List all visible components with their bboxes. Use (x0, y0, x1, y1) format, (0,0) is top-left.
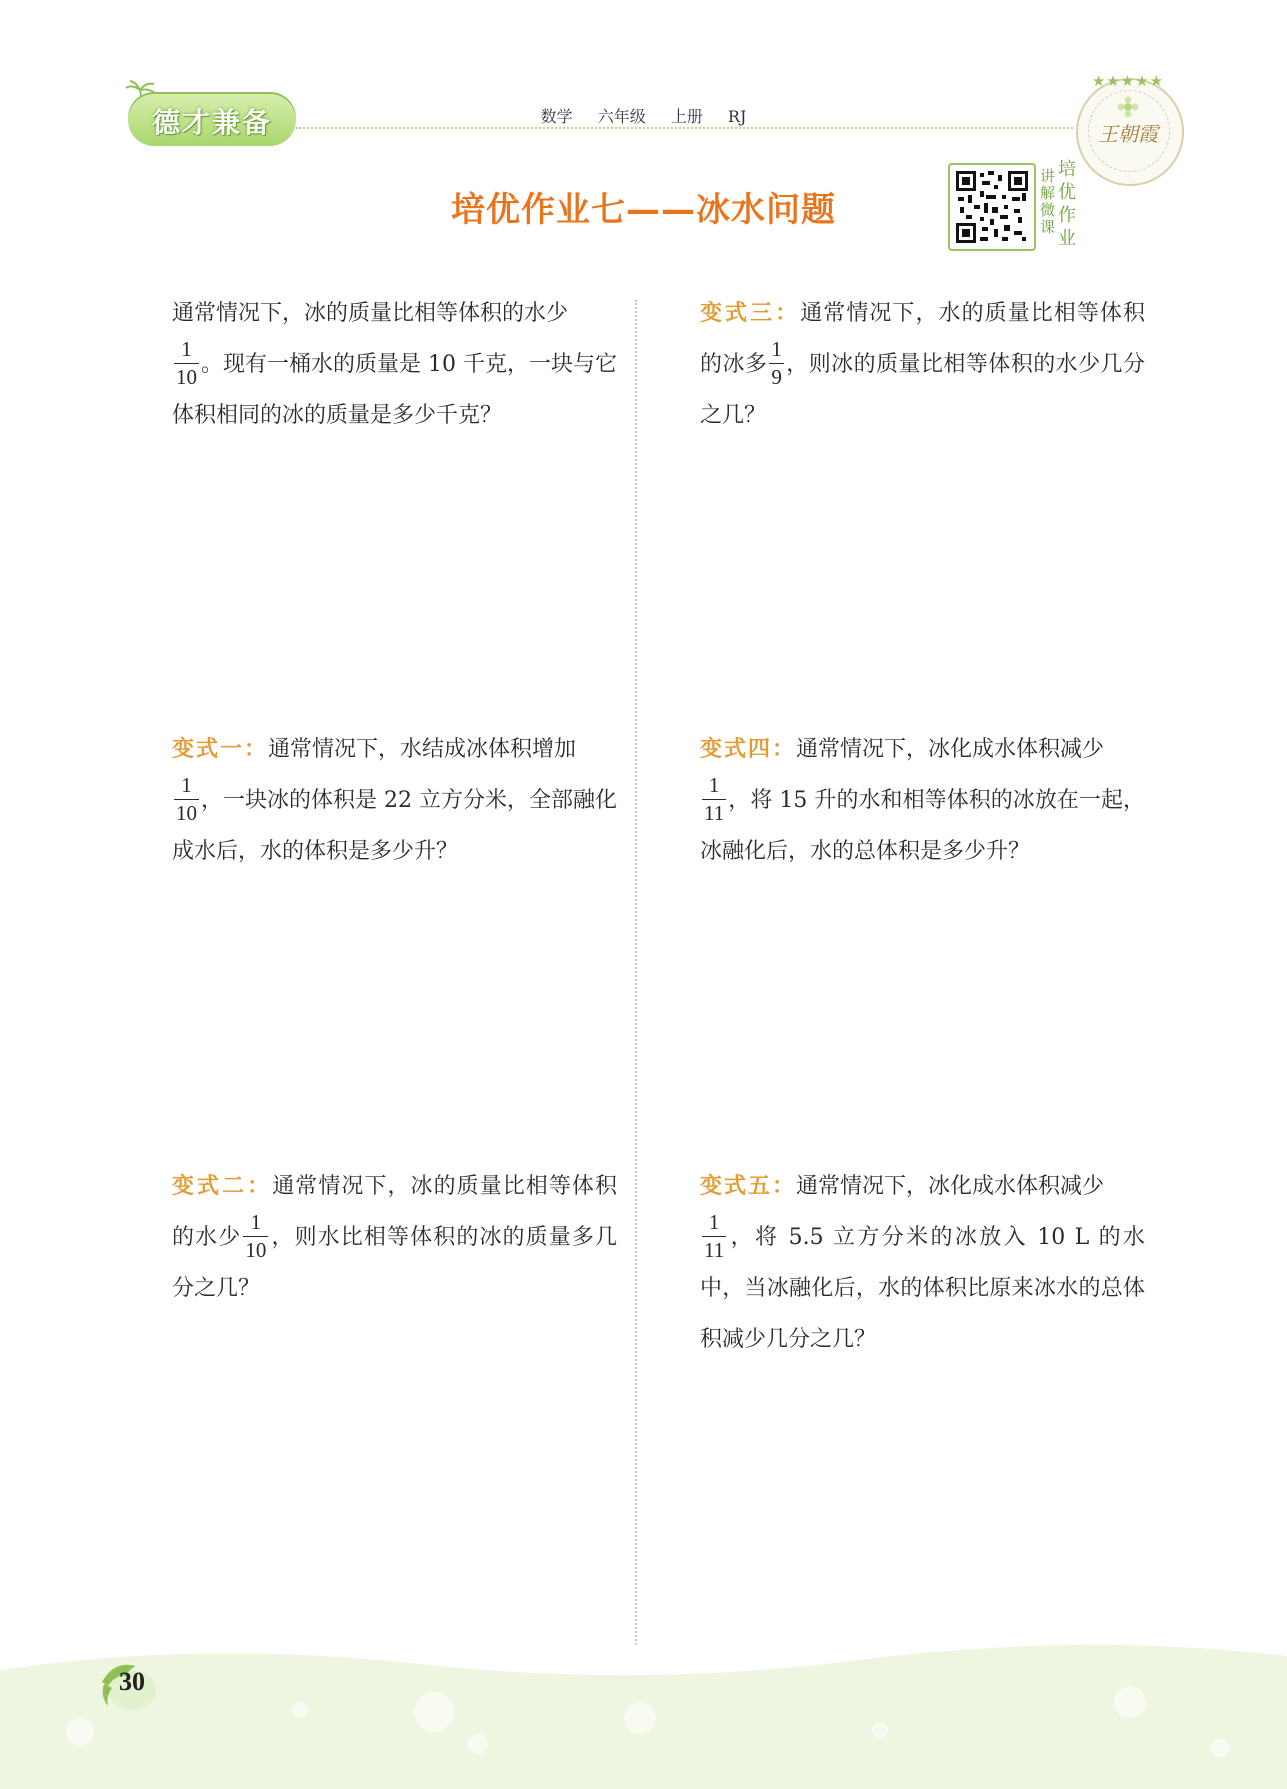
fraction (174, 336, 199, 389)
qr-code[interactable] (948, 163, 1036, 251)
problem-text: ，将 15 升的水和相等体积的冰放在一起，冰融化后，水的总体积是多少升？ (700, 788, 1145, 864)
problem-text: ，一块冰的体积是 22 立方分米，全部融化成水后，水的体积是多少升？ (172, 788, 617, 864)
fraction-numerator: 1 (174, 339, 199, 364)
problem-text: 通常情况下，水结成冰体积增加 (268, 737, 577, 762)
problem-text: 通常情况下，冰的质量比相等体积的水少 (172, 301, 569, 326)
footer-decoration (0, 1640, 1287, 1789)
qr-pattern-icon (956, 171, 1028, 243)
fraction-denominator: 10 (176, 800, 197, 825)
variant-label: 变式一： (172, 737, 269, 762)
fraction-denominator: 11 (704, 800, 725, 825)
problem-main (172, 288, 617, 441)
fraction (769, 336, 784, 389)
problem-text: 通常情况下，冰的质量比相等体积的水少 (172, 1174, 617, 1250)
grade: 六年级 (597, 107, 646, 126)
problem-text: 通常情况下，冰化成水体积减少 (796, 1174, 1105, 1199)
fraction-numerator: 1 (243, 1212, 268, 1237)
fraction-numerator: 1 (702, 1212, 726, 1237)
qr-caption-big: 培优作业 (1058, 159, 1076, 249)
problem-text: ，则冰的质量比相等体积的水少几分之几？ (700, 352, 1145, 428)
fraction-numerator: 1 (174, 775, 199, 800)
fraction-denominator: 11 (704, 1237, 725, 1262)
subject: 数学 (540, 107, 573, 126)
fraction (702, 772, 726, 825)
flower-icon (1117, 96, 1139, 118)
problem-text: 。现有一桶水的质量是 10 千克，一块与它体积相同的冰的质量是多少千克？ (172, 352, 617, 428)
problem-variant-4 (700, 724, 1145, 877)
variant-label: 变式五： (700, 1174, 797, 1199)
variant-label: 变式四： (700, 737, 797, 762)
problem-text: 通常情况下，冰化成水体积减少 (796, 737, 1105, 762)
variant-label: 变式三： (700, 301, 801, 326)
fraction-denominator: 9 (771, 364, 782, 389)
problem-variant-2 (172, 1161, 617, 1314)
edition: RJ (727, 107, 747, 126)
seal-text: 王朝霞 (1098, 122, 1158, 146)
page-number: 30 (119, 1667, 145, 1696)
variant-label: 变式二： (172, 1174, 273, 1199)
problem-variant-1 (172, 724, 617, 877)
fraction-denominator: 10 (176, 364, 197, 389)
problem-variant-5 (700, 1161, 1145, 1365)
brand-text: 德才兼备 (151, 106, 272, 139)
problem-text: ，则水比相等体积的冰的质量多几分之几？ (172, 1225, 617, 1301)
fraction-denominator: 10 (245, 1237, 267, 1262)
problem-text: 通常情况下，水的质量比相等体积的冰多 (700, 301, 1145, 377)
fraction (702, 1209, 726, 1262)
qr-caption-small: 讲解微课 (1040, 167, 1056, 236)
page-title: 培优作业七——冰水问题 (451, 190, 836, 230)
problem-variant-3 (700, 288, 1145, 441)
column-divider (635, 300, 637, 1645)
fraction-numerator: 1 (769, 339, 784, 364)
fraction (243, 1209, 268, 1262)
header-divider (296, 127, 1073, 129)
fraction-numerator: 1 (702, 775, 726, 800)
seal-stars: ★★★★★ (1091, 72, 1165, 90)
volume: 上册 (670, 107, 703, 126)
problem-text: ，将 5.5 立方分米的冰放入 10 L 的水中，当冰融化后，水的体积比原来冰水的总体积减少几分之几？ (700, 1225, 1145, 1352)
fraction (174, 772, 199, 825)
